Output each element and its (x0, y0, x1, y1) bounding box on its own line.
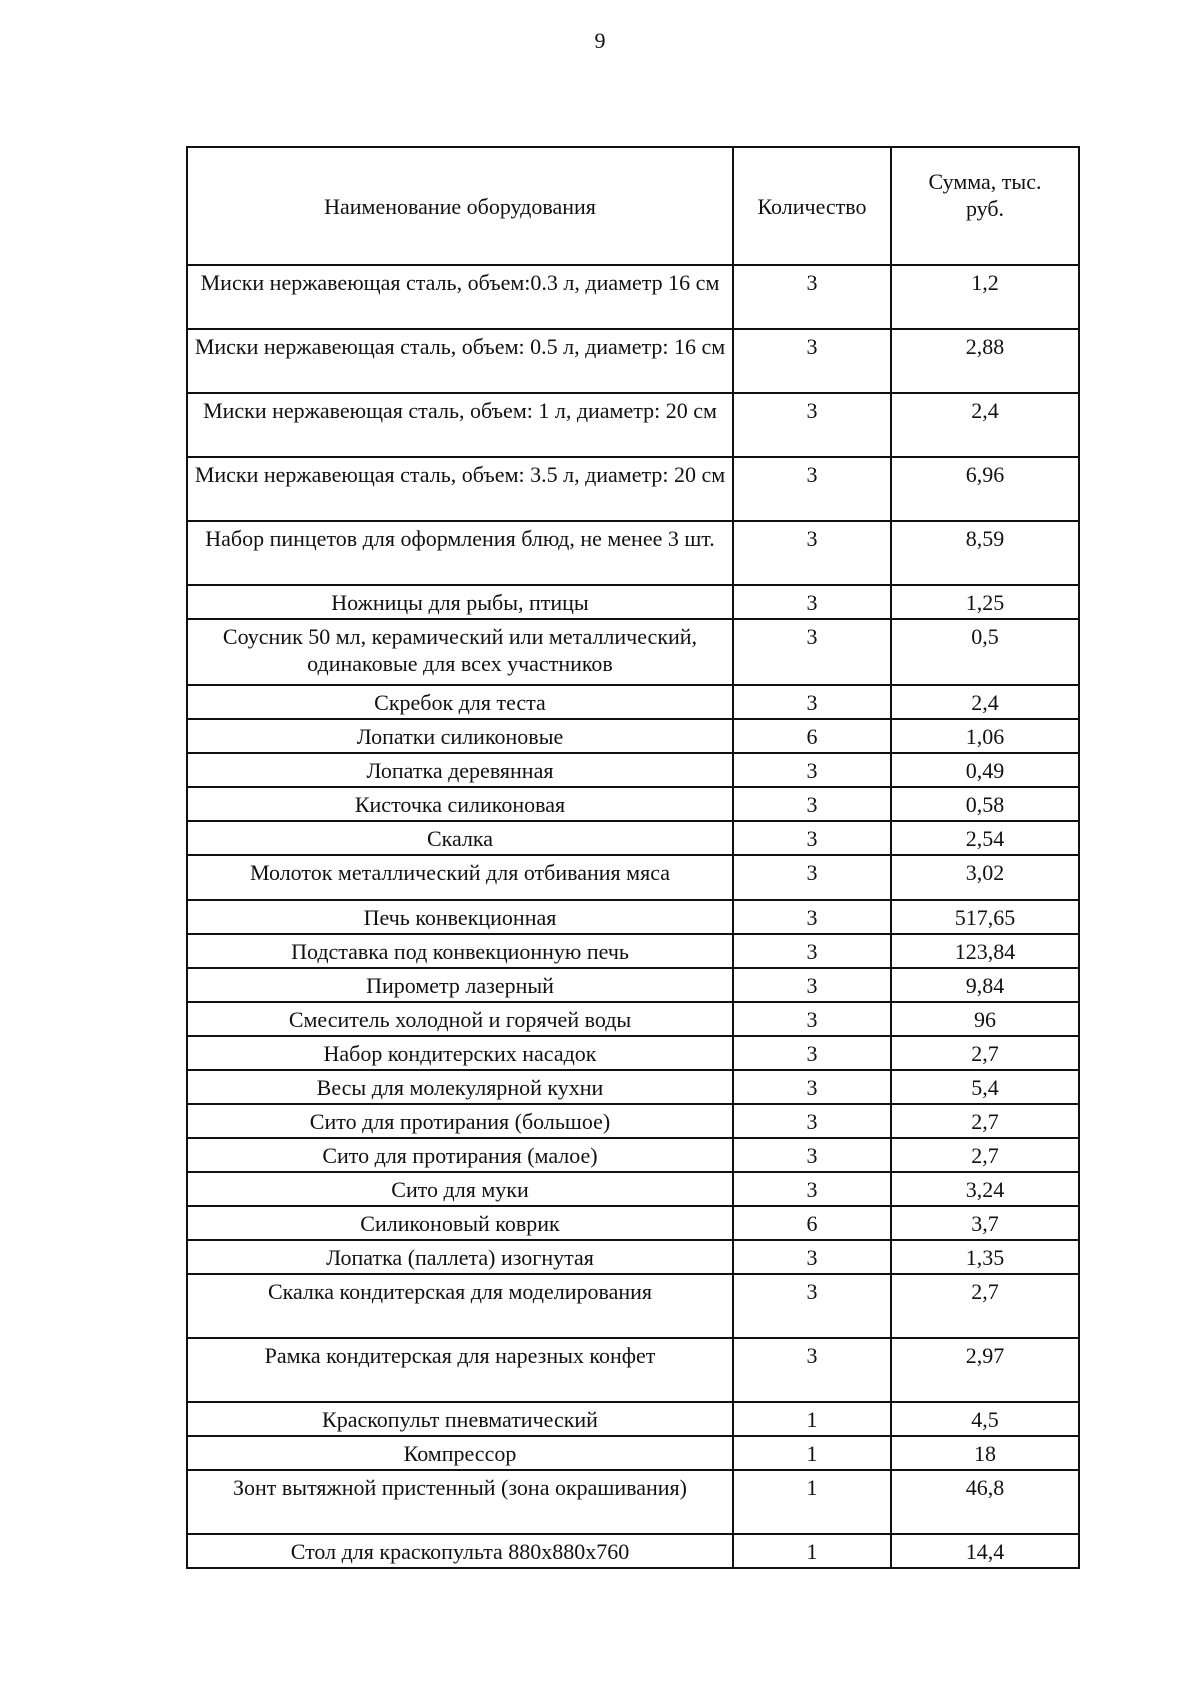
table-row (187, 685, 1079, 719)
sum-cell: 0,5 (891, 619, 1079, 685)
sum-cell: 2,97 (891, 1338, 1079, 1402)
sum-cell: 0,58 (891, 787, 1079, 821)
equipment-name-cell: Рамка кондитерская для нарезных конфет (187, 1338, 733, 1402)
sum-cell: 3,02 (891, 855, 1079, 900)
quantity-cell: 3 (733, 619, 891, 685)
quantity-cell: 3 (733, 1240, 891, 1274)
quantity-cell: 3 (733, 753, 891, 787)
table-row (187, 1206, 1079, 1240)
sum-cell: 1,35 (891, 1240, 1079, 1274)
equipment-name-cell: Весы для молекулярной кухни (187, 1070, 733, 1104)
table-row (187, 1172, 1079, 1206)
equipment-name-cell: Набор кондитерских насадок (187, 1036, 733, 1070)
sum-cell: 0,49 (891, 753, 1079, 787)
quantity-cell: 3 (733, 1104, 891, 1138)
equipment-name-cell: Скалка (187, 821, 733, 855)
sum-cell: 2,4 (891, 685, 1079, 719)
sum-cell: 2,88 (891, 329, 1079, 393)
table-header-row (187, 147, 1079, 265)
quantity-cell: 3 (733, 855, 891, 900)
table-row (187, 521, 1079, 585)
sum-cell: 14,4 (891, 1534, 1079, 1568)
equipment-name-cell: Миски нержавеющая сталь, объем: 1 л, диаметр: 20 см (187, 393, 733, 457)
sum-cell: 9,84 (891, 968, 1079, 1002)
sum-cell: 123,84 (891, 934, 1079, 968)
quantity-cell: 3 (733, 821, 891, 855)
header-sum (891, 147, 1079, 265)
equipment-name-cell: Скребок для теста (187, 685, 733, 719)
equipment-name-cell: Миски нержавеющая сталь, объем:0.3 л, диаметр 16 см (187, 265, 733, 329)
equipment-name-cell: Лопатка деревянная (187, 753, 733, 787)
sum-cell: 1,2 (891, 265, 1079, 329)
equipment-name-cell: Пирометр лазерный (187, 968, 733, 1002)
quantity-cell: 3 (733, 329, 891, 393)
table-row (187, 1070, 1079, 1104)
quantity-cell: 3 (733, 457, 891, 521)
sum-cell: 1,25 (891, 585, 1079, 619)
equipment-name-cell: Миски нержавеющая сталь, объем: 3.5 л, диаметр: 20 см (187, 457, 733, 521)
quantity-cell: 3 (733, 1274, 891, 1338)
header-quantity: Количество (733, 147, 891, 265)
equipment-name-cell: Ножницы для рыбы, птицы (187, 585, 733, 619)
table-row (187, 585, 1079, 619)
equipment-name-cell: Смеситель холодной и горячей воды (187, 1002, 733, 1036)
equipment-name-cell: Печь конвекционная (187, 900, 733, 934)
equipment-name-cell: Силиконовый коврик (187, 1206, 733, 1240)
sum-cell: 6,96 (891, 457, 1079, 521)
table-row (187, 1104, 1079, 1138)
quantity-cell: 3 (733, 1338, 891, 1402)
equipment-name-cell: Сито для муки (187, 1172, 733, 1206)
quantity-cell: 3 (733, 521, 891, 585)
quantity-cell: 1 (733, 1470, 891, 1534)
sum-cell: 3,7 (891, 1206, 1079, 1240)
quantity-cell: 3 (733, 1070, 891, 1104)
table-row (187, 265, 1079, 329)
table-row (187, 1036, 1079, 1070)
quantity-cell: 3 (733, 685, 891, 719)
header-sum-line2: руб. (965, 196, 1005, 221)
equipment-name-cell: Стол для краскопульта 880х880х760 (187, 1534, 733, 1568)
table-row (187, 1138, 1079, 1172)
equipment-name-cell: Набор пинцетов для оформления блюд, не менее 3 шт. (187, 521, 733, 585)
table-row (187, 1534, 1079, 1568)
quantity-cell: 1 (733, 1402, 891, 1436)
sum-cell: 4,5 (891, 1402, 1079, 1436)
sum-cell: 46,8 (891, 1470, 1079, 1534)
equipment-name-cell: Зонт вытяжной пристенный (зона окрашивания) (187, 1470, 733, 1534)
quantity-cell: 3 (733, 1002, 891, 1036)
quantity-cell: 6 (733, 719, 891, 753)
table-row (187, 619, 1079, 685)
sum-cell: 2,7 (891, 1104, 1079, 1138)
quantity-cell: 3 (733, 265, 891, 329)
quantity-cell: 6 (733, 1206, 891, 1240)
sum-cell: 2,7 (891, 1138, 1079, 1172)
sum-cell: 2,4 (891, 393, 1079, 457)
equipment-name-cell: Сито для протирания (большое) (187, 1104, 733, 1138)
page-number: 9 (594, 28, 606, 53)
equipment-name-cell: Миски нержавеющая сталь, объем: 0.5 л, диаметр: 16 см (187, 329, 733, 393)
sum-cell: 2,7 (891, 1036, 1079, 1070)
sum-cell: 5,4 (891, 1070, 1079, 1104)
table-row (187, 855, 1079, 900)
table-row (187, 393, 1079, 457)
equipment-name-cell: Лопатки силиконовые (187, 719, 733, 753)
table-row (187, 787, 1079, 821)
table-row (187, 1274, 1079, 1338)
equipment-name-cell: Компрессор (187, 1436, 733, 1470)
table-row (187, 719, 1079, 753)
table-body (187, 265, 1079, 1568)
table-row (187, 753, 1079, 787)
quantity-cell: 1 (733, 1436, 891, 1470)
quantity-cell: 3 (733, 968, 891, 1002)
quantity-cell: 3 (733, 934, 891, 968)
table-row (187, 934, 1079, 968)
quantity-cell: 3 (733, 1036, 891, 1070)
equipment-name-cell: Сито для протирания (малое) (187, 1138, 733, 1172)
equipment-name-cell: Соусник 50 мл, керамический или металлический, одинаковые для всех участников (187, 619, 733, 685)
quantity-cell: 3 (733, 900, 891, 934)
header-name: Наименование оборудования (187, 147, 733, 265)
sum-cell: 3,24 (891, 1172, 1079, 1206)
quantity-cell: 3 (733, 1138, 891, 1172)
table-row (187, 329, 1079, 393)
table-row (187, 821, 1079, 855)
equipment-name-cell: Кисточка силиконовая (187, 787, 733, 821)
equipment-name-cell: Подставка под конвекционную печь (187, 934, 733, 968)
table-row (187, 1470, 1079, 1534)
sum-cell: 2,54 (891, 821, 1079, 855)
quantity-cell: 1 (733, 1534, 891, 1568)
table-row (187, 457, 1079, 521)
sum-cell: 517,65 (891, 900, 1079, 934)
table-row (187, 1002, 1079, 1036)
equipment-table (186, 146, 1080, 1569)
header-sum-line1: Сумма, тыс. (928, 169, 1042, 194)
sum-cell: 1,06 (891, 719, 1079, 753)
quantity-cell: 3 (733, 585, 891, 619)
quantity-cell: 3 (733, 1172, 891, 1206)
table-row (187, 1402, 1079, 1436)
table-row (187, 1436, 1079, 1470)
sum-cell: 8,59 (891, 521, 1079, 585)
table-row (187, 1240, 1079, 1274)
table-row (187, 900, 1079, 934)
quantity-cell: 3 (733, 393, 891, 457)
table-row (187, 1338, 1079, 1402)
quantity-cell: 3 (733, 787, 891, 821)
equipment-name-cell: Скалка кондитерская для моделирования (187, 1274, 733, 1338)
sum-cell: 2,7 (891, 1274, 1079, 1338)
sum-cell: 96 (891, 1002, 1079, 1036)
sum-cell: 18 (891, 1436, 1079, 1470)
equipment-name-cell: Лопатка (паллета) изогнутая (187, 1240, 733, 1274)
equipment-name-cell: Краскопульт пневматический (187, 1402, 733, 1436)
equipment-name-cell: Молоток металлический для отбивания мяса (187, 855, 733, 900)
table-row (187, 968, 1079, 1002)
